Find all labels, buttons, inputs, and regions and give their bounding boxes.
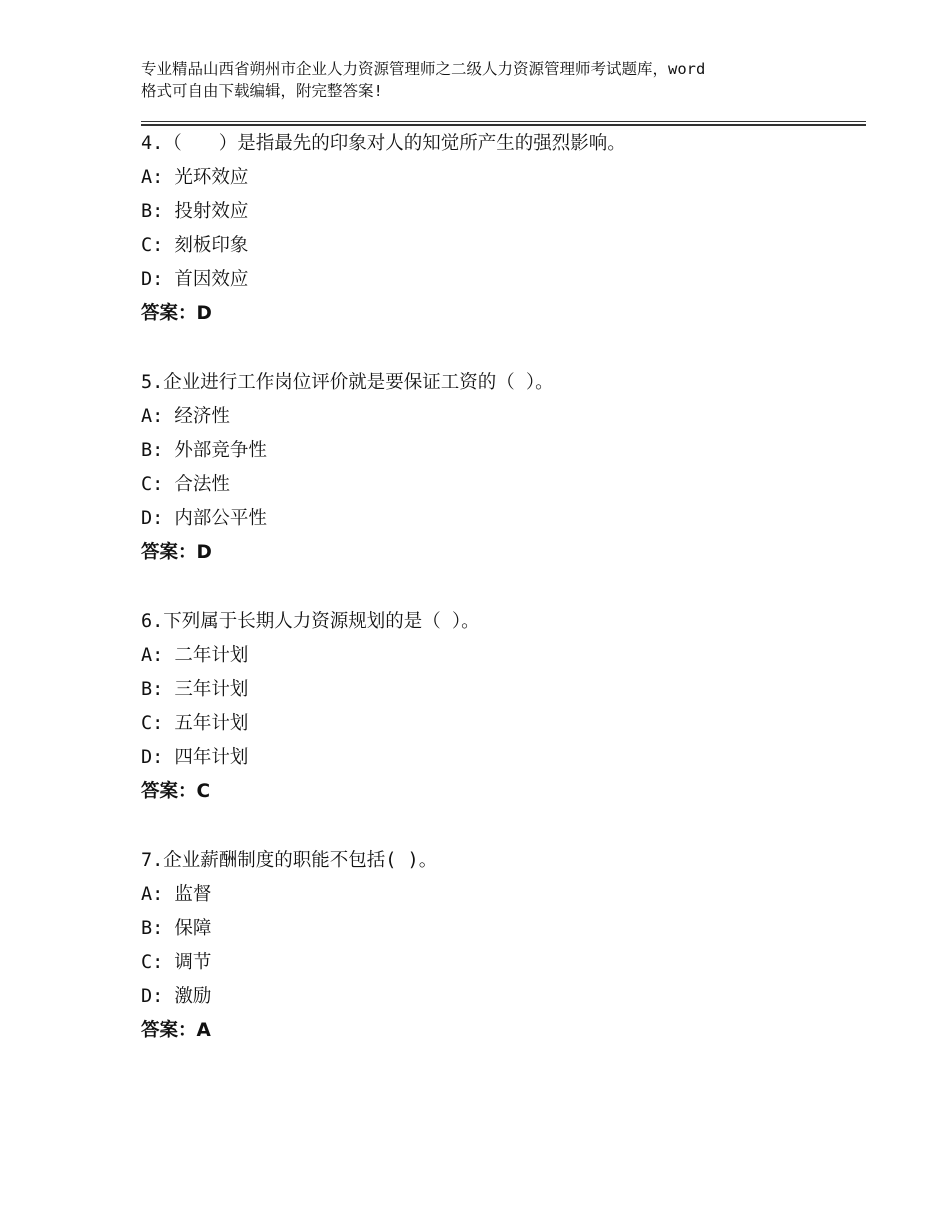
question-7 (141, 846, 866, 1050)
question-6 (141, 607, 866, 811)
question-5 (141, 368, 866, 572)
option-c: C: 五年计划 (141, 713, 249, 734)
question-stem: 6.下列属于长期人力资源规划的是（ ）。 (141, 611, 480, 632)
document-header (141, 58, 831, 102)
header-divider-thick (141, 124, 866, 126)
question-stem: 5.企业进行工作岗位评价就是要保证工资的（ ）。 (141, 372, 554, 393)
option-a: A: 二年计划 (141, 645, 249, 666)
answer: 答案：D (141, 542, 212, 563)
option-a: A: 监督 (141, 884, 212, 905)
option-c: C: 刻板印象 (141, 235, 249, 256)
question-stem: 4.（ ）是指最先的印象对人的知觉所产生的强烈影响。 (141, 133, 626, 154)
option-b: B: 保障 (141, 918, 212, 939)
option-a: A: 经济性 (141, 406, 230, 427)
option-d: D: 四年计划 (141, 747, 249, 768)
option-d: D: 内部公平性 (141, 508, 267, 529)
answer: 答案：A (141, 1020, 211, 1041)
option-d: D: 首因效应 (141, 269, 249, 290)
option-c: C: 调节 (141, 952, 212, 973)
header-line-1: 专业精品山西省朔州市企业人力资源管理师之二级人力资源管理师考试题库，word (141, 60, 706, 78)
option-d: D: 激励 (141, 986, 212, 1007)
header-line-2: 格式可自由下载编辑，附完整答案! (141, 82, 383, 100)
question-stem: 7.企业薪酬制度的职能不包括( )。 (141, 850, 438, 871)
option-c: C: 合法性 (141, 474, 230, 495)
option-a: A: 光环效应 (141, 167, 249, 188)
question-4 (141, 129, 866, 333)
header-divider-thin (141, 121, 866, 122)
option-b: B: 外部竞争性 (141, 440, 267, 461)
answer: 答案：D (141, 303, 212, 324)
option-b: B: 三年计划 (141, 679, 249, 700)
option-b: B: 投射效应 (141, 201, 249, 222)
question-list (141, 129, 866, 1085)
answer: 答案：C (141, 781, 211, 802)
